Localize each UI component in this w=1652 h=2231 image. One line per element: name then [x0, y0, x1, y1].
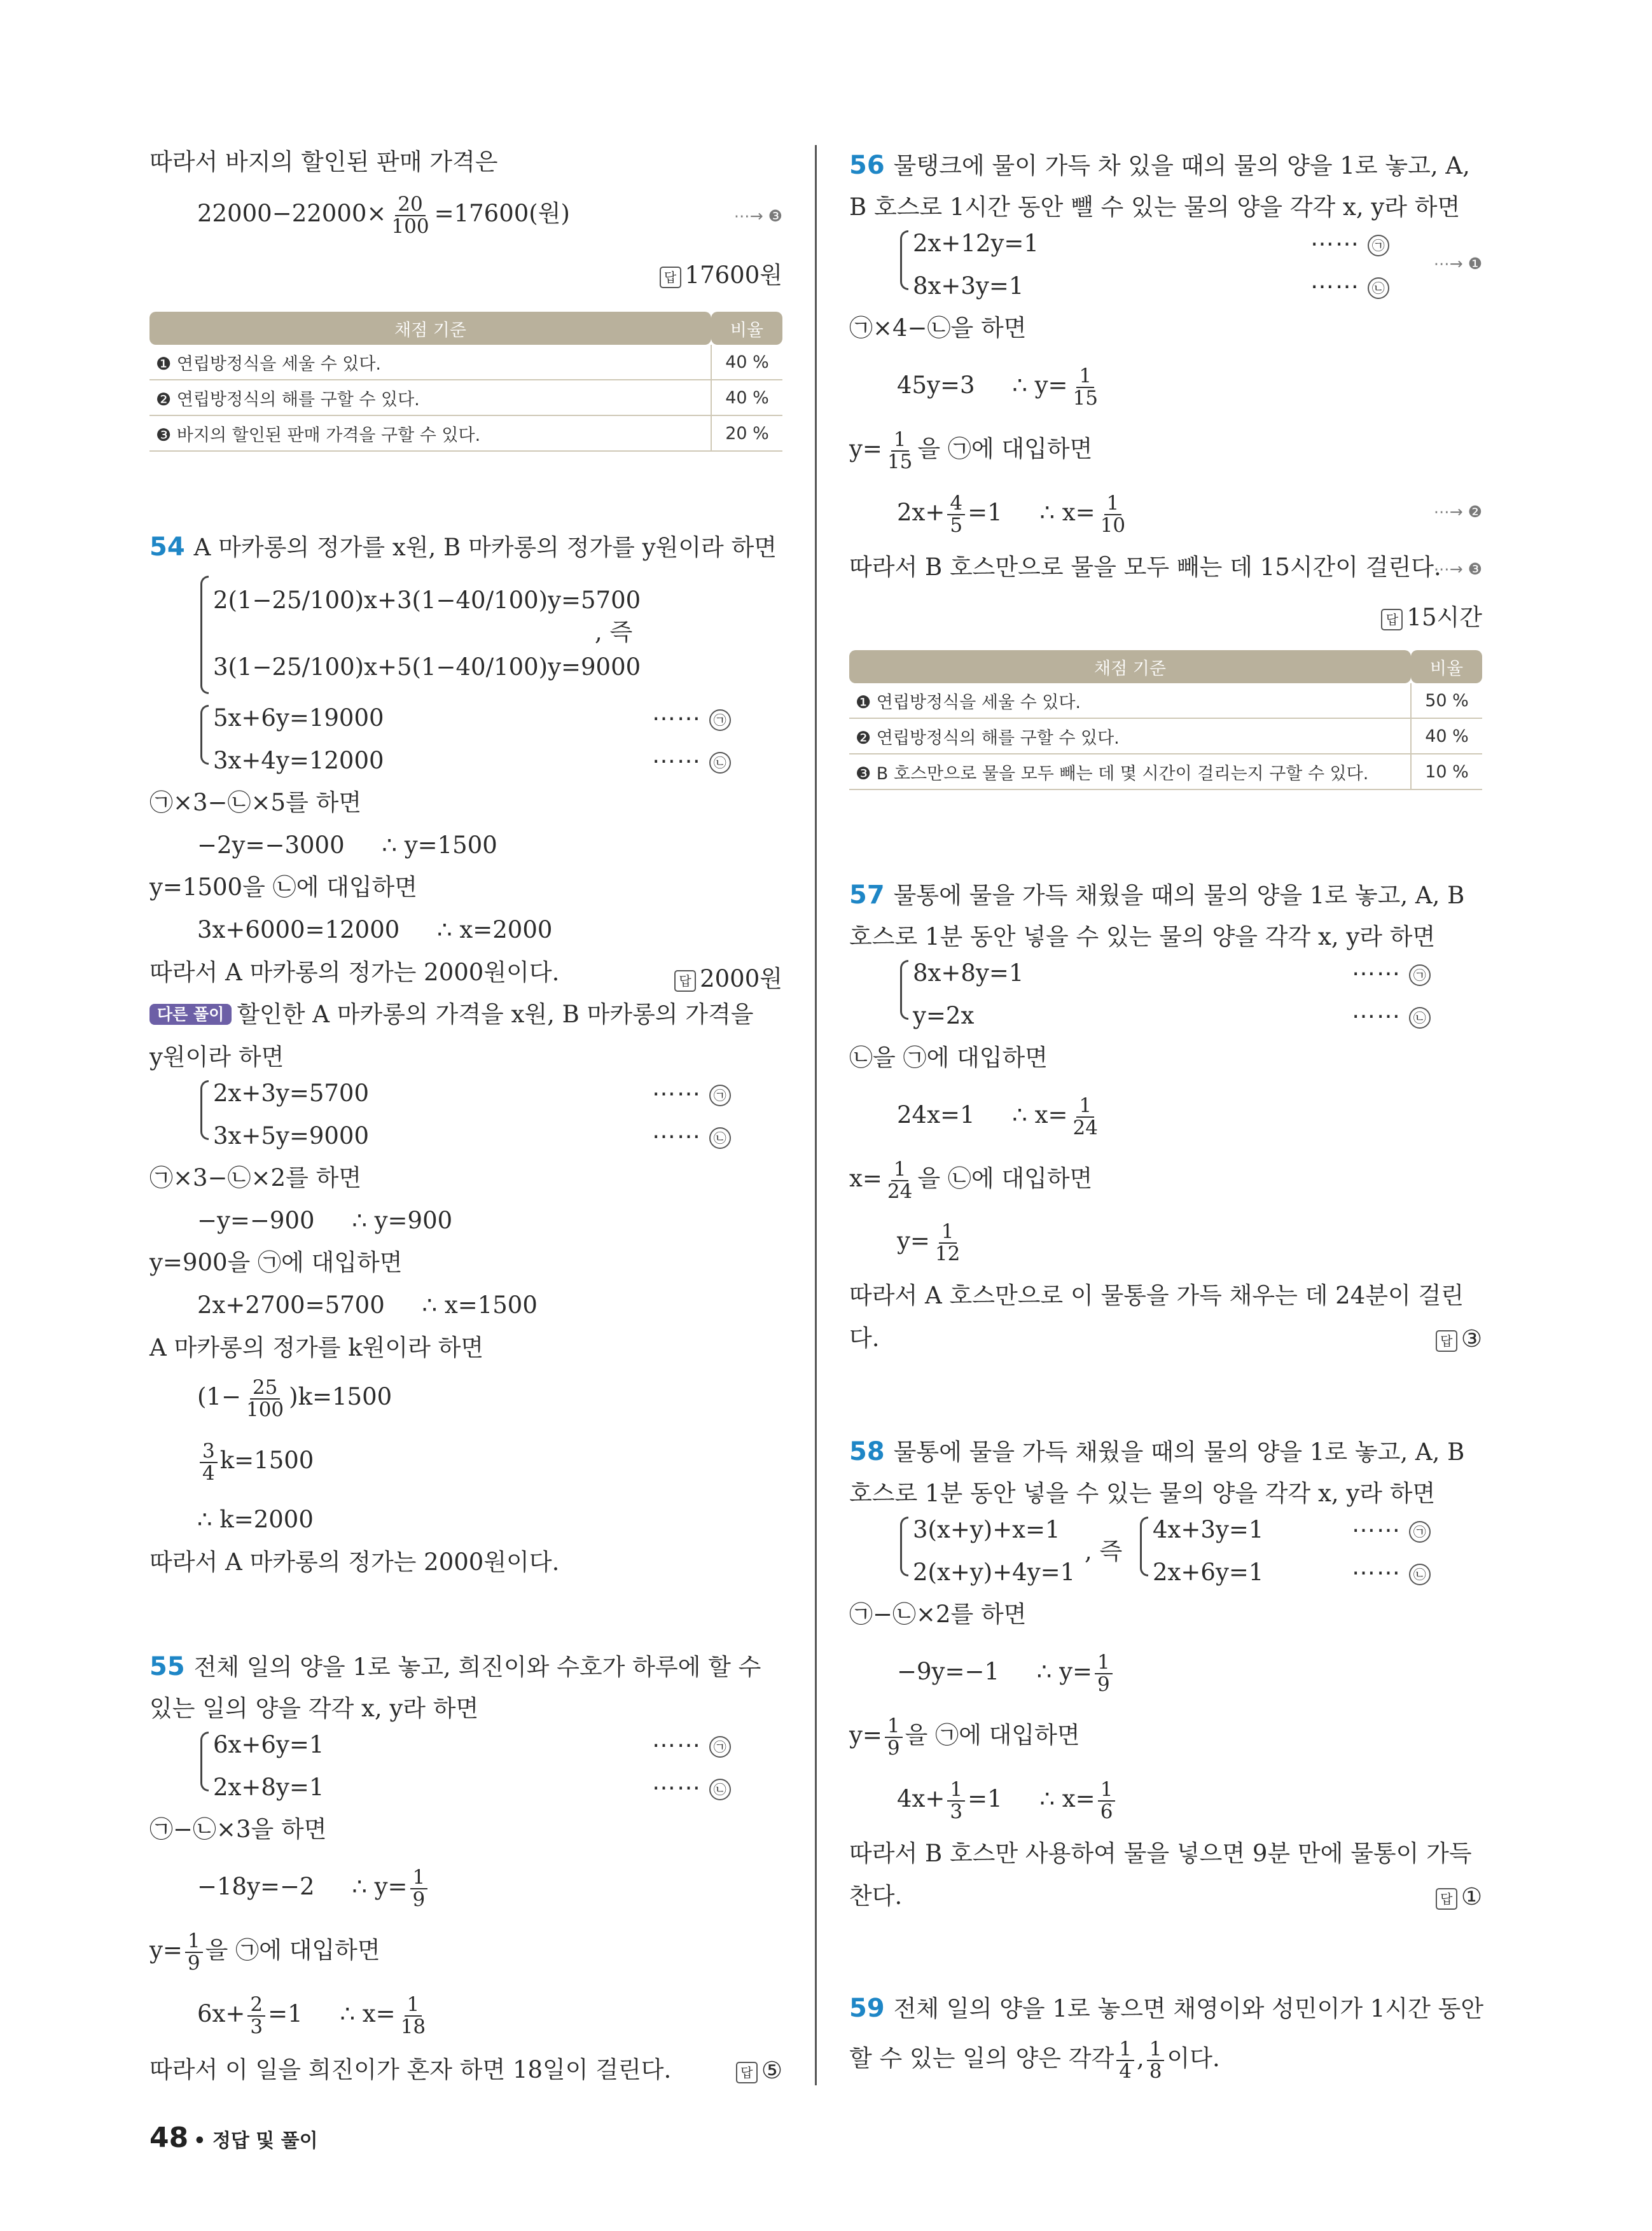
eq-tag: ⋯⋯ ㉠: [1352, 961, 1431, 986]
table-row: ❷ 연립방정식의 해를 구할 수 있다. 40 %: [149, 380, 782, 415]
eq: 2x+8y=1: [213, 1774, 324, 1801]
eq-tag: ⋯⋯ ㉡: [1310, 274, 1389, 299]
step-marker: ⋯→ ❸: [1433, 560, 1482, 578]
step-marker: ⋯→ ❷: [1433, 503, 1482, 521]
price-calc: 22000−22000× $\frac{20}{100}$ =17600(원): [197, 193, 570, 238]
grading-header: 채점 기준: [849, 650, 1411, 683]
eq: $\frac{3}{4}$ k=1500: [197, 1441, 314, 1484]
brace: [200, 1732, 209, 1791]
operation: ㉠×3−㉡×2를 하면: [149, 1164, 362, 1192]
ratio-header: 비율: [711, 312, 782, 345]
eq-tag: ⋯⋯ ㉠: [652, 1081, 731, 1106]
result: 45y=3 ∴ y= $\frac{1}{15}$: [897, 365, 1098, 410]
conclusion: 따라서 A 호스만으로 이 물통을 가득 채우는 데 24분이 걸린: [849, 1282, 1464, 1309]
table-row: ❶ 연립방정식을 세울 수 있다. 40 %: [149, 345, 782, 380]
result: 4x+ $\frac{1}{3}$ =1 ∴ x= $\frac{1}{6}$: [897, 1779, 1118, 1822]
eq-tag: ⋯⋯ ㉠: [1310, 232, 1389, 256]
conclusion: 따라서 A 마카롱의 정가는 2000원이다.: [149, 1548, 560, 1576]
substitution: y=900을 ㉠에 대입하면: [149, 1249, 403, 1276]
eq-54-s2: 3x+4y=12000: [213, 747, 384, 774]
result: −18y=−2 ∴ y= $\frac{1}{9}$: [197, 1867, 430, 1910]
eq-tag: ⋯⋯ ㉠: [652, 1733, 731, 1758]
result: 2x+2700=5700 ∴ x=1500: [197, 1291, 538, 1319]
step-marker: ⋯→ ❶: [1433, 254, 1482, 273]
eq: 3x+5y=9000: [213, 1122, 370, 1150]
result: 24x=1 ∴ x= $\frac{1}{24}$: [897, 1094, 1098, 1139]
answer-icon: 답: [1436, 1330, 1457, 1352]
eq-tag: ⋯⋯ ㉠: [652, 706, 731, 731]
problem-57-header: 57 물통에 물을 가득 채웠을 때의 물의 양을 1로 놓고, A, B: [849, 880, 1465, 910]
eq: 2x+3y=5700: [213, 1080, 370, 1107]
eq-54-1: 2(1−25/100)x+3(1−40/100)y=5700: [213, 587, 641, 614]
operation: ㉡을 ㉠에 대입하면: [849, 1044, 1048, 1071]
result: 2x+ $\frac{4}{5}$ =1 ∴ x= $\frac{1}{10}$: [897, 492, 1126, 537]
problem-58-header: 58 물통에 물을 가득 채웠을 때의 물의 양을 1로 놓고, A, B: [849, 1437, 1465, 1466]
table-row: ❷ 연립방정식의 해를 구할 수 있다. 40 %: [849, 718, 1482, 754]
conj-text: , 즉: [1085, 1538, 1123, 1565]
substitution: y= $\frac{1}{15}$ 을 ㉠에 대입하면: [849, 428, 1093, 473]
eq: 8x+8y=1: [913, 959, 1024, 987]
alt-solution: 다른 풀이 할인한 A 마카롱의 가격을 x원, B 마카롱의 가격을: [149, 1003, 754, 1026]
grading-header: 채점 기준: [149, 312, 711, 345]
operation: ㉠×3−㉡×5를 하면: [149, 789, 362, 816]
conclusion: 따라서 이 일을 희진이가 혼자 하면 18일이 걸린다.: [149, 2056, 672, 2083]
eq-54-2: 3(1−25/100)x+5(1−40/100)y=9000: [213, 653, 641, 681]
column-divider: [815, 145, 817, 2085]
answer-54: 답 2000원: [674, 959, 782, 994]
intro-text: 따라서 바지의 할인된 판매 가격은: [149, 148, 498, 176]
brace: [200, 576, 209, 694]
result: −2y=−3000 ∴ y=1500: [197, 831, 497, 859]
substitution: y=1500을 ㉡에 대입하면: [149, 873, 418, 901]
problem-56-header: 56 물탱크에 물이 가득 차 있을 때의 물의 양을 1로 놓고, A,: [849, 151, 1470, 180]
grading-table-56: [849, 650, 1482, 790]
eq: 2x+6y=1: [1153, 1559, 1264, 1586]
eq-tag: ⋯⋯ ㉡: [652, 749, 731, 774]
eq: 2(x+y)+4y=1: [913, 1559, 1076, 1586]
eq: 2x+12y=1: [913, 230, 1039, 257]
conclusion: 다.: [849, 1324, 880, 1352]
substitution: x= $\frac{1}{24}$ 을 ㉡에 대입하면: [849, 1158, 1093, 1203]
eq: 4x+3y=1: [1153, 1516, 1264, 1543]
operation: ㉠−㉡×2를 하면: [849, 1601, 1027, 1628]
problem-54-header: 54 A 마카롱의 정가를 x원, B 마카롱의 정가를 y원이라 하면: [149, 532, 777, 562]
problem-text: 할 수 있는 일의 양은 각각 $\frac{1}{4}$ , $\frac{1}{8}$ 이다.: [849, 2038, 1220, 2083]
brace: [1140, 1517, 1148, 1576]
eq: (1− $\frac{25}{100}$ )k=1500: [197, 1376, 392, 1421]
answer-56: 답 15시간: [1381, 598, 1482, 632]
page-footer: [149, 2122, 318, 2154]
alt-badge: 다른 풀이: [149, 1004, 232, 1025]
answer-55: 답 ⑤: [736, 2057, 782, 2084]
answer-57: 답 ③: [1436, 1325, 1482, 1352]
answer-icon: 답: [736, 2062, 758, 2083]
answer-icon: 답: [674, 970, 696, 992]
eq-tag: ⋯⋯ ㉡: [1352, 1560, 1431, 1585]
table-row: ❸ 바지의 할인된 판매 가격을 구할 수 있다. 20 %: [149, 415, 782, 451]
problem-55-header: 55 전체 일의 양을 1로 놓고, 희진이와 수호가 하루에 할 수: [149, 1652, 761, 1681]
conj-text: , 즉: [595, 618, 633, 646]
eq: 8x+3y=1: [913, 272, 1024, 300]
footer-label: • 정답 및 풀이: [193, 2130, 318, 2152]
substitution: y= $\frac{1}{9}$ 을 ㉠에 대입하면: [149, 1929, 380, 1975]
problem-text: 있는 일의 양을 각각 x, y라 하면: [149, 1695, 479, 1722]
eq-tag: ⋯⋯ ㉡: [652, 1124, 731, 1149]
eq-tag: ⋯⋯ ㉡: [652, 1776, 731, 1800]
answer-53: 답 17600원: [660, 256, 782, 290]
eq-tag: ⋯⋯ ㉡: [1352, 1004, 1431, 1029]
eq-tag: ⋯⋯ ㉠: [1352, 1518, 1431, 1543]
substitution: y= $\frac{1}{9}$ 을 ㉠에 대입하면: [849, 1714, 1080, 1760]
brace: [900, 230, 908, 290]
eq: 3(x+y)+x=1: [913, 1516, 1060, 1543]
result: −9y=−1 ∴ y= $\frac{1}{9}$: [897, 1652, 1115, 1695]
eq: y=2x: [913, 1002, 975, 1029]
page-number: 48: [149, 2122, 189, 2154]
problem-text: 호스로 1분 동안 넣을 수 있는 물의 양을 각각 x, y라 하면: [849, 1480, 1436, 1507]
alt-text: y원이라 하면: [149, 1043, 284, 1071]
answer-58: 답 ①: [1436, 1883, 1482, 1910]
table-row: ❸ B 호스만으로 물을 모두 빼는 데 몇 시간이 걸리는지 구할 수 있다. 10 %: [849, 754, 1482, 789]
result: ∴ k=2000: [197, 1506, 314, 1533]
operation: ㉠×4−㉡을 하면: [849, 314, 1027, 342]
result: y= $\frac{1}{12}$: [897, 1220, 961, 1265]
brace: [900, 1517, 908, 1576]
answer-icon: 답: [660, 267, 681, 288]
fraction: $\frac{20}{100}$: [391, 193, 429, 238]
step-marker: ⋯→ ❸: [733, 207, 782, 225]
conclusion: 찬다.: [849, 1882, 903, 1910]
result: 3x+6000=12000 ∴ x=2000: [197, 916, 553, 943]
brace: [200, 705, 209, 765]
eq-54-s1: 5x+6y=19000: [213, 704, 384, 732]
grading-table-53: [149, 312, 782, 452]
answer-icon: 답: [1436, 1888, 1457, 1910]
conclusion: 따라서 A 마카롱의 정가는 2000원이다.: [149, 959, 560, 986]
answer-icon: 답: [1381, 609, 1403, 630]
result: 6x+ $\frac{2}{3}$ =1 ∴ x= $\frac{1}{18}$: [197, 1993, 426, 2038]
brace: [900, 960, 908, 1020]
operation: ㉠−㉡×3을 하면: [149, 1816, 327, 1843]
table-row: ❶ 연립방정식을 세울 수 있다. 50 %: [849, 683, 1482, 718]
eq: 6x+6y=1: [213, 1731, 324, 1758]
result: −y=−900 ∴ y=900: [197, 1207, 453, 1234]
conclusion: 따라서 B 호스만으로 물을 모두 빼는 데 15시간이 걸린다.: [849, 553, 1441, 581]
problem-59-header: 59 전체 일의 양을 1로 놓으면 채영이와 성민이가 1시간 동안: [849, 1994, 1484, 2023]
ratio-header: 비율: [1411, 650, 1482, 683]
alt-text: A 마카롱의 정가를 k원이라 하면: [149, 1334, 484, 1361]
problem-text: B 호스로 1시간 동안 뺄 수 있는 물의 양을 각각 x, y라 하면: [849, 193, 1461, 221]
brace: [200, 1080, 209, 1140]
problem-text: 호스로 1분 동안 넣을 수 있는 물의 양을 각각 x, y라 하면: [849, 923, 1436, 950]
conclusion: 따라서 B 호스만 사용하여 물을 넣으면 9분 만에 물통이 가득: [849, 1840, 1472, 1867]
